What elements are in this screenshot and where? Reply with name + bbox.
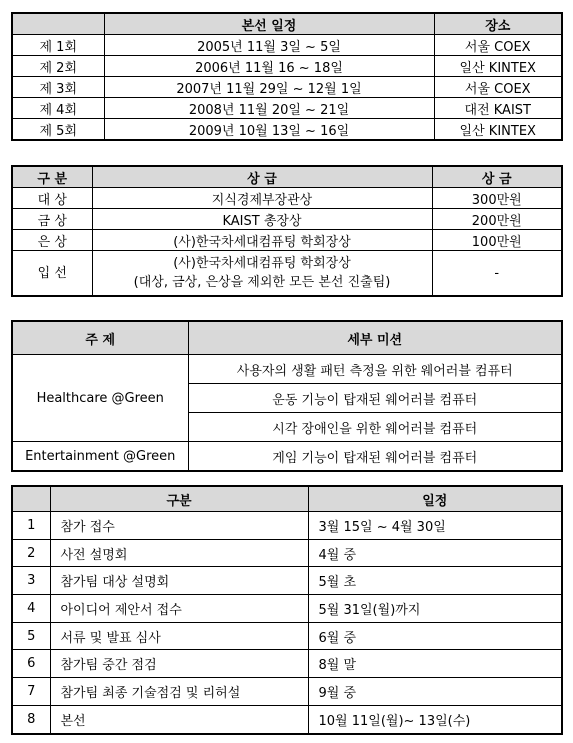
missions-header-theme: 주 제 <box>12 321 188 355</box>
award-category: 대 상 <box>12 188 92 209</box>
award-category: 입 선 <box>12 251 92 297</box>
timeline-no: 5 <box>12 622 50 650</box>
timeline-when: 9월 중 <box>308 678 562 706</box>
awards-header-category: 구 분 <box>12 166 92 188</box>
schedule-dates: 2006년 11월 16 ~ 18일 <box>104 56 434 77</box>
table-row <box>12 567 562 595</box>
schedule-dates: 2007년 11월 29일 ~ 12월 1일 <box>104 77 434 98</box>
mission-theme: Entertainment @Green <box>12 442 188 472</box>
timeline-item: 참가 접수 <box>50 512 308 540</box>
table-row <box>12 622 562 650</box>
timeline-no: 1 <box>12 512 50 540</box>
timeline-no: 6 <box>12 650 50 678</box>
table-row <box>12 35 562 56</box>
timeline-when: 3월 15일 ~ 4월 30일 <box>308 512 562 540</box>
award-name: KAIST 총장상 <box>92 209 432 230</box>
missions-header-detail: 세부 미션 <box>188 321 562 355</box>
timeline-header-item: 구분 <box>50 486 308 512</box>
schedule-round: 제 1회 <box>12 35 104 56</box>
table-row <box>12 355 562 384</box>
table-row <box>12 512 562 540</box>
award-prize: 100만원 <box>432 230 562 251</box>
award-name: 지식경제부장관상 <box>92 188 432 209</box>
schedule-header-venue: 장소 <box>434 13 562 35</box>
table-row <box>12 251 562 297</box>
table-row <box>12 56 562 77</box>
schedule-dates: 2009년 10월 13일 ~ 16일 <box>104 119 434 141</box>
award-name-line1: (사)한국차세대컴퓨팅 학회장상 <box>173 256 351 271</box>
timeline-item: 사전 설명회 <box>50 539 308 567</box>
timeline-header-row <box>12 486 562 512</box>
timeline-no: 7 <box>12 678 50 706</box>
award-category: 은 상 <box>12 230 92 251</box>
timeline-when: 6월 중 <box>308 622 562 650</box>
table-row <box>12 442 562 472</box>
table-row <box>12 77 562 98</box>
timeline-item: 아이디어 제안서 접수 <box>50 595 308 623</box>
timeline-item: 참가팀 대상 설명회 <box>50 567 308 595</box>
mission-theme: Healthcare @Green <box>12 355 188 442</box>
schedule-venue: 서울 COEX <box>434 77 562 98</box>
timeline-table <box>11 485 563 735</box>
award-prize: 300만원 <box>432 188 562 209</box>
timeline-when: 5월 31일(월)까지 <box>308 595 562 623</box>
award-category: 금 상 <box>12 209 92 230</box>
timeline-no: 2 <box>12 539 50 567</box>
timeline-no: 3 <box>12 567 50 595</box>
schedule-header-round <box>12 13 104 35</box>
timeline-header-no <box>12 486 50 512</box>
timeline-item: 서류 및 발표 심사 <box>50 622 308 650</box>
mission-detail: 사용자의 생활 패턴 측정을 위한 웨어러블 컴퓨터 <box>188 355 562 384</box>
table-row <box>12 230 562 251</box>
table-row <box>12 98 562 119</box>
missions-header-row <box>12 321 562 355</box>
table-row <box>12 595 562 623</box>
timeline-no: 4 <box>12 595 50 623</box>
schedule-venue: 대전 KAIST <box>434 98 562 119</box>
schedule-venue: 일산 KINTEX <box>434 56 562 77</box>
award-name: (사)한국차세대컴퓨팅 학회장상 <box>92 230 432 251</box>
schedule-round: 제 4회 <box>12 98 104 119</box>
awards-header-prize: 상 금 <box>432 166 562 188</box>
schedule-dates: 2008년 11월 20일 ~ 21일 <box>104 98 434 119</box>
timeline-no: 8 <box>12 705 50 733</box>
table-row <box>12 705 562 733</box>
award-name <box>92 251 432 297</box>
timeline-when: 8월 말 <box>308 650 562 678</box>
award-prize: 200만원 <box>432 209 562 230</box>
mission-detail: 게임 기능이 탑재된 웨어러블 컴퓨터 <box>188 442 562 472</box>
awards-header-award: 상 급 <box>92 166 432 188</box>
table-row <box>12 209 562 230</box>
award-name-line2: (대상, 금상, 은상을 제외한 모든 본선 진출팀) <box>133 275 391 290</box>
awards-header-row <box>12 166 562 188</box>
mission-detail: 운동 기능이 탑재된 웨어러블 컴퓨터 <box>188 384 562 413</box>
schedule-round: 제 2회 <box>12 56 104 77</box>
timeline-item: 참가팀 최종 기술점검 및 리허설 <box>50 678 308 706</box>
schedule-venue: 일산 KINTEX <box>434 119 562 141</box>
table-row <box>12 119 562 141</box>
schedule-header-dates: 본선 일정 <box>104 13 434 35</box>
table-row <box>12 678 562 706</box>
mission-detail: 시각 장애인을 위한 웨어러블 컴퓨터 <box>188 413 562 442</box>
timeline-header-when: 일정 <box>308 486 562 512</box>
table-row <box>12 650 562 678</box>
table-row <box>12 188 562 209</box>
schedule-round: 제 5회 <box>12 119 104 141</box>
timeline-when: 10월 11일(월)~ 13일(수) <box>308 705 562 733</box>
timeline-when: 4월 중 <box>308 539 562 567</box>
schedule-round: 제 3회 <box>12 77 104 98</box>
awards-table <box>11 165 563 297</box>
award-prize: - <box>432 251 562 297</box>
timeline-item: 본선 <box>50 705 308 733</box>
schedule-header-row <box>12 13 562 35</box>
schedule-venue: 서울 COEX <box>434 35 562 56</box>
table-row <box>12 539 562 567</box>
schedule-dates: 2005년 11월 3일 ~ 5일 <box>104 35 434 56</box>
schedule-table <box>11 12 563 141</box>
missions-table <box>11 320 563 472</box>
timeline-when: 5월 초 <box>308 567 562 595</box>
timeline-item: 참가팀 중간 점검 <box>50 650 308 678</box>
